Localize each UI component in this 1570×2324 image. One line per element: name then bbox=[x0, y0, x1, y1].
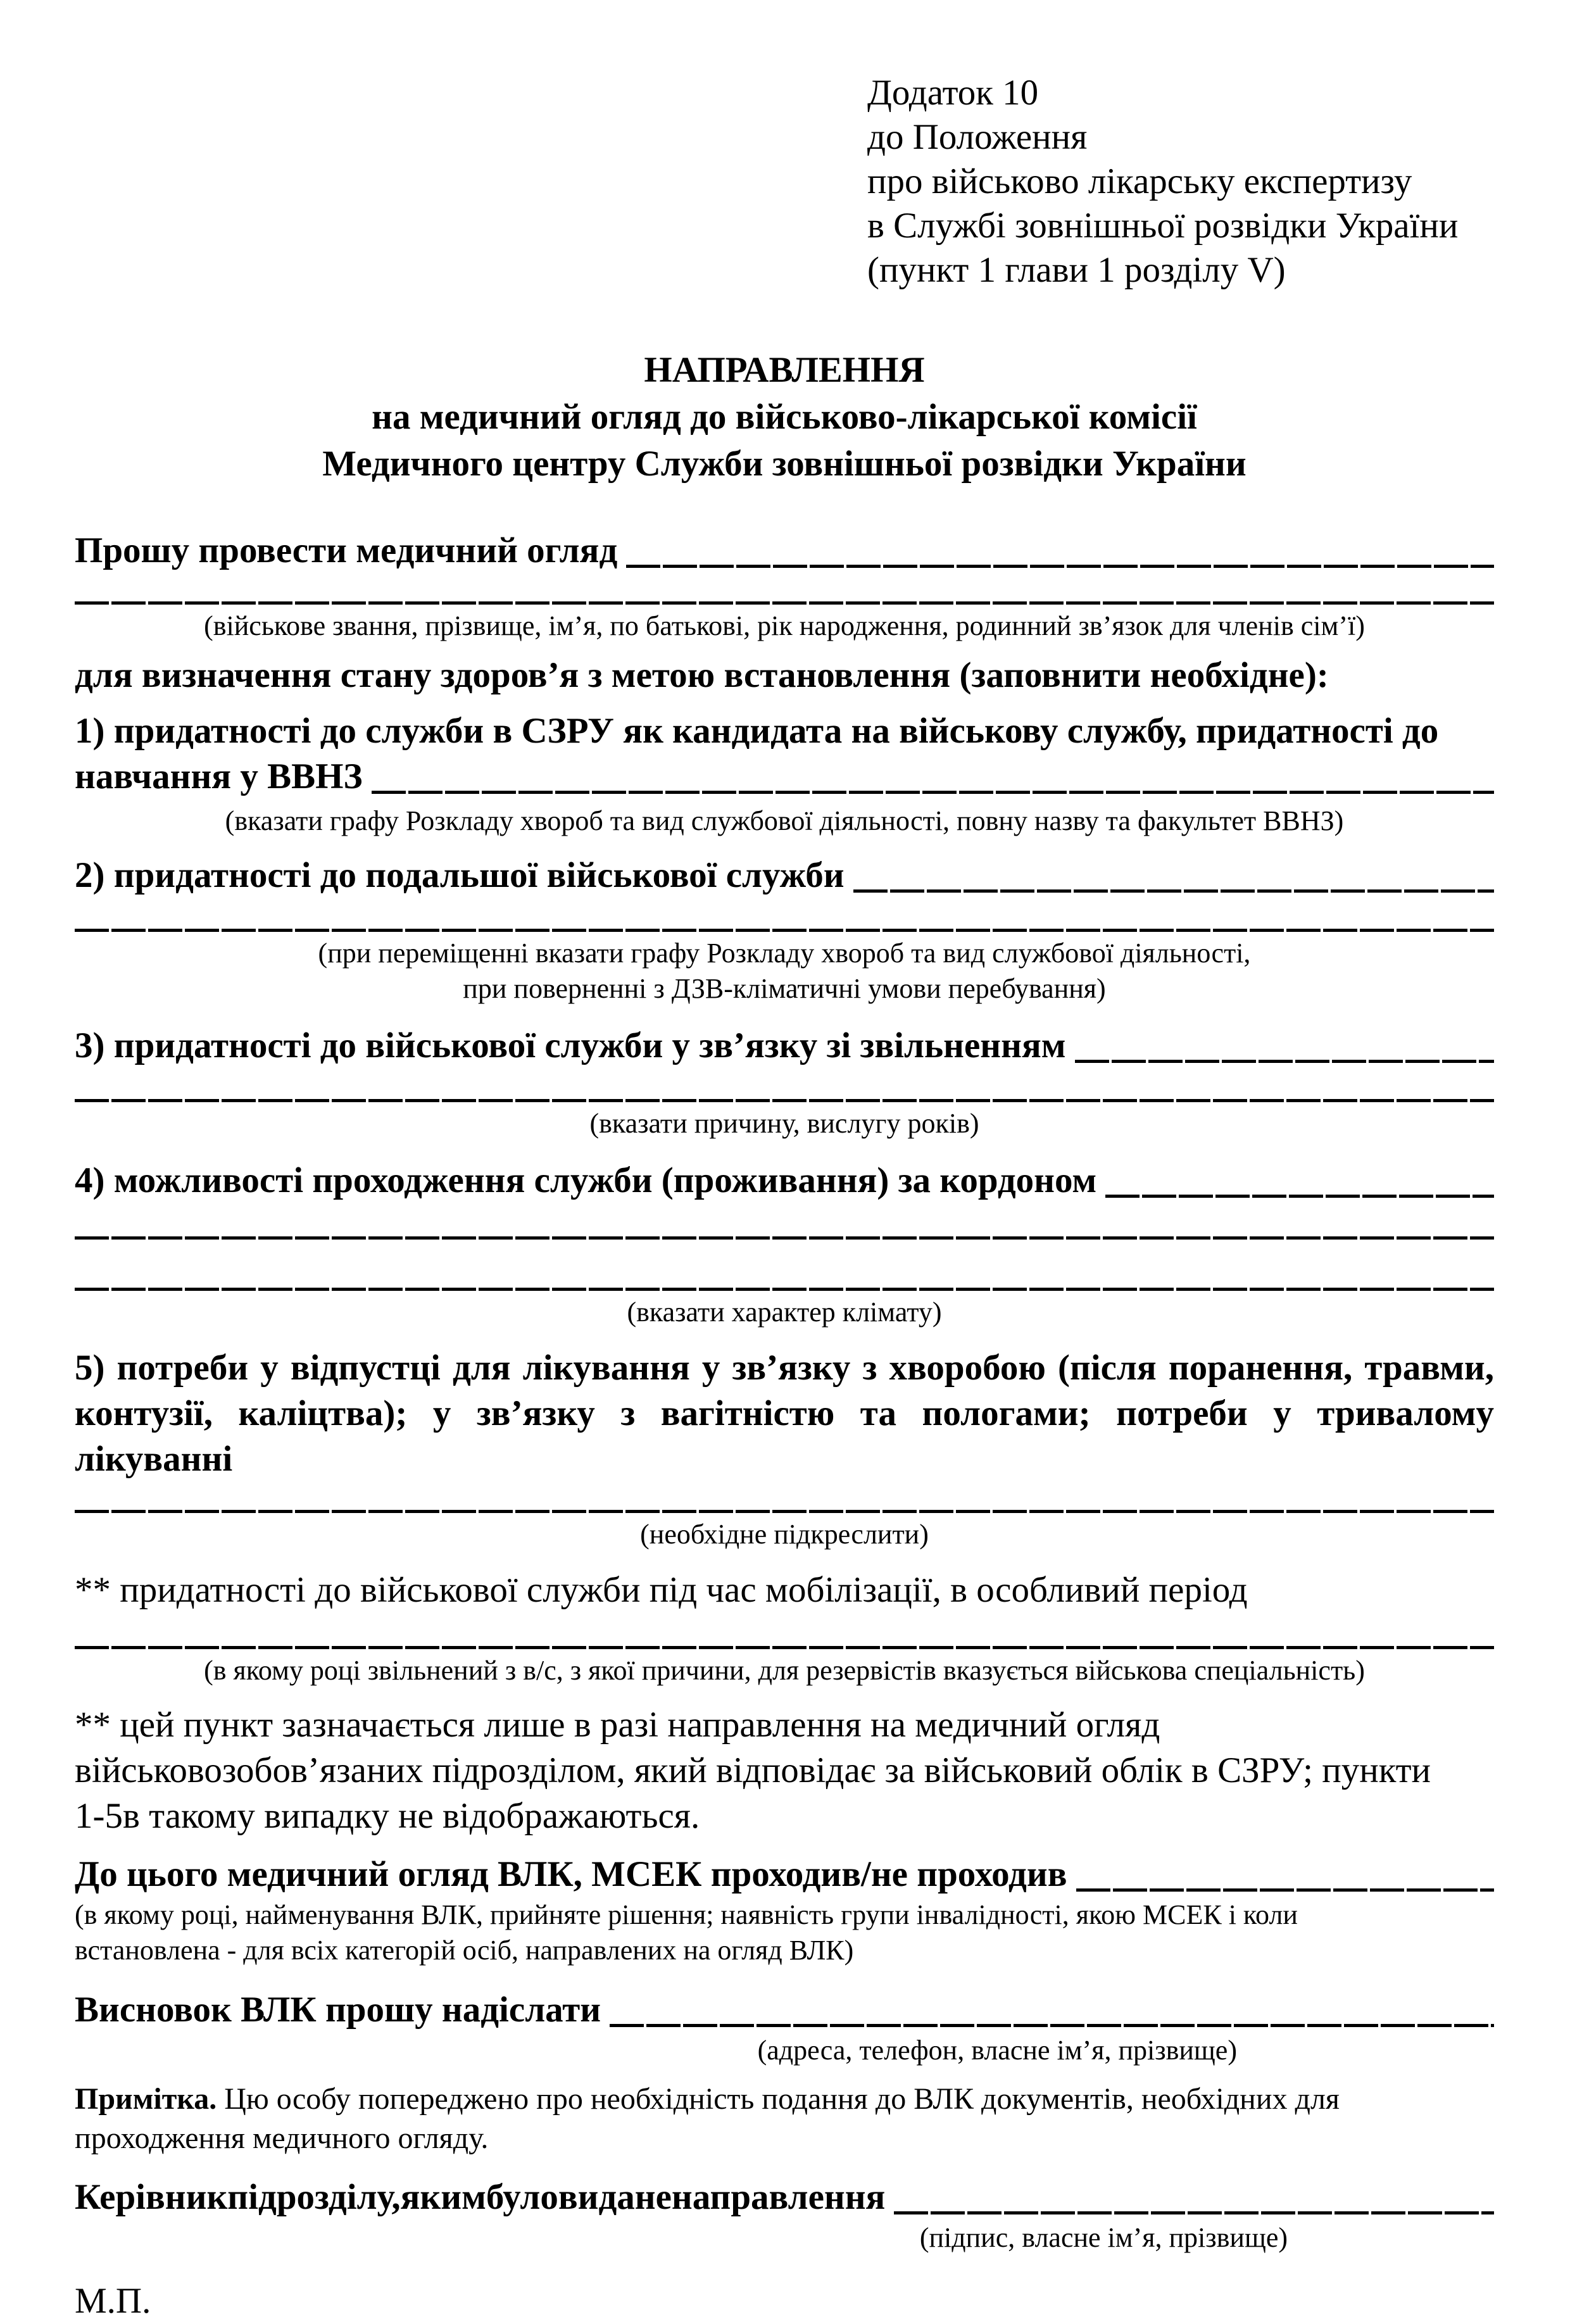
blank-field-line bbox=[75, 1099, 1494, 1102]
item1-line2 bbox=[75, 754, 1494, 800]
blank-field-line bbox=[853, 889, 1494, 893]
vlk-history-caption-line1: (в якому році, найменування ВЛК, прийняте рішення; наявність групи інвалідності, якою МСЕК і коли bbox=[75, 1899, 1298, 1930]
blank-field-line bbox=[894, 2211, 1494, 2214]
request-caption: (військове звання, прізвище, ім’я, по батькові, рік народження, родинний зв’язок для членів сім’ї) bbox=[204, 610, 1365, 641]
item2-caption-line2: при поверненні з ДЗВ-кліматичні умови перебування) bbox=[463, 973, 1106, 1004]
request-label: Прошу провести медичний огляд bbox=[75, 531, 618, 570]
item3-caption: (вказати причину, вислугу років) bbox=[589, 1108, 979, 1139]
footnote-block bbox=[75, 1702, 1494, 1839]
note-text: Цю особу попереджено про необхідність подання до ВЛК документів, необхідних для проходження медичного огляду. bbox=[75, 2082, 1340, 2155]
blank-field-line bbox=[75, 1236, 1494, 1240]
vlk-history-line bbox=[75, 1852, 1494, 1897]
item2-caption bbox=[75, 936, 1494, 1007]
signature-caption: (підпис, власне ім’я, прізвище) bbox=[919, 2222, 1288, 2253]
footnote-line: 1-5в такому випадку не відображаються. bbox=[75, 1796, 700, 1836]
item5-text: 5) потреби у відпустці для лікування у зв’язку з хворобою (після поранення, травми, контузії, каліцтва); у зв’язку з вагітністю та пологами; потреби у тривалому лікуванні bbox=[75, 1348, 1494, 1479]
item3-line bbox=[75, 1023, 1494, 1069]
annex-header-line: до Положення bbox=[867, 117, 1088, 157]
title-line-sub2: Медичного центру Служби зовнішньої розвідки України bbox=[322, 444, 1247, 484]
blank-field-line bbox=[610, 2024, 1494, 2027]
signature-line bbox=[75, 2175, 1494, 2220]
request-line bbox=[75, 528, 1494, 574]
blank-field-line bbox=[1105, 1195, 1494, 1198]
annex-header-line: (пункт 1 глави 1 розділу V) bbox=[867, 250, 1286, 290]
item1-caption: (вказати графу Розкладу хвороб та вид службової діяльності, повну назву та факультет ВВНЗ) bbox=[225, 805, 1344, 836]
item3-label: 3) придатності до військової служби у зв’язку зі звільненням bbox=[75, 1026, 1066, 1065]
blank-field-line bbox=[372, 791, 1494, 794]
conclusion-caption: (адреса, телефон, власне ім’я, прізвище) bbox=[757, 2035, 1237, 2066]
vlk-history-caption bbox=[75, 1897, 1494, 1968]
item4-label: 4) можливості проходження служби (проживання) за кордоном bbox=[75, 1160, 1097, 1200]
item4-line bbox=[75, 1158, 1494, 1203]
footnote-line: ** цей пункт зазначається лише в разі направлення на медичний огляд bbox=[75, 1705, 1160, 1745]
item1-line1: 1) придатності до служби в СЗРУ як кандидата на військову службу, придатності до bbox=[75, 711, 1439, 751]
blank-field-line bbox=[1075, 1060, 1494, 1063]
note-paragraph bbox=[75, 2080, 1494, 2158]
blank-field-line bbox=[75, 929, 1494, 932]
conclusion-line bbox=[75, 1987, 1494, 2033]
blank-field-line bbox=[75, 601, 1494, 605]
item2-line bbox=[75, 853, 1494, 898]
blank-field-line bbox=[75, 1510, 1494, 1513]
item2-label: 2) придатності до подальшої військової служби bbox=[75, 855, 845, 895]
annex-header-line: про військово лікарську експертизу bbox=[867, 161, 1412, 201]
title-line-sub1: на медичний огляд до військово-лікарської комісії bbox=[372, 397, 1197, 437]
note-title: Примітка. bbox=[75, 2082, 217, 2116]
footnote-line: військовозобов’язаних підрозділом, який відповідає за військовий облік в СЗРУ; пункти bbox=[75, 1750, 1431, 1790]
blank-field-line bbox=[75, 1288, 1494, 1291]
conclusion-label: Висновок ВЛК прошу надіслати bbox=[75, 1990, 601, 2030]
annex-header bbox=[867, 71, 1494, 292]
mobilization-line: ** придатності до військової служби під час мобілізації, в особливий період bbox=[75, 1570, 1248, 1610]
vlk-history-label: До цього медичний огляд ВЛК, МСЕК проходив/не проходив bbox=[75, 1854, 1067, 1894]
title-line-main: НАПРАВЛЕННЯ bbox=[644, 350, 925, 390]
blank-field-line bbox=[626, 565, 1494, 568]
item2-caption-line1: (при переміщенні вказати графу Розкладу хвороб та вид службової діяльності, bbox=[318, 938, 1251, 969]
item4-caption: (вказати характер клімату) bbox=[627, 1297, 942, 1328]
vlk-history-caption-line2: встановлена - для всіх категорій осіб, направлених на огляд ВЛК) bbox=[75, 1935, 854, 1966]
mobilization-caption: (в якому році звільнений з в/с, з якої причини, для резервістів вказується військова спеціальність) bbox=[204, 1655, 1365, 1686]
item1-label2: навчання у ВВНЗ bbox=[75, 757, 363, 796]
document-title bbox=[75, 347, 1494, 487]
stamp-label: М.П. bbox=[75, 2281, 151, 2321]
annex-header-line: в Службі зовнішньої розвідки України bbox=[867, 206, 1459, 246]
blank-field-line bbox=[75, 1646, 1494, 1649]
purpose-line: для визначення стану здоров’я з метою встановлення (заповнити необхідне): bbox=[75, 655, 1329, 695]
item5-caption: (необхідне підкреслити) bbox=[640, 1519, 929, 1550]
annex-header-line: Додаток 10 bbox=[867, 73, 1039, 113]
blank-field-line bbox=[1076, 1888, 1495, 1892]
signature-label: Керівник підрозділу, яким було видане направлення bbox=[75, 2177, 886, 2217]
